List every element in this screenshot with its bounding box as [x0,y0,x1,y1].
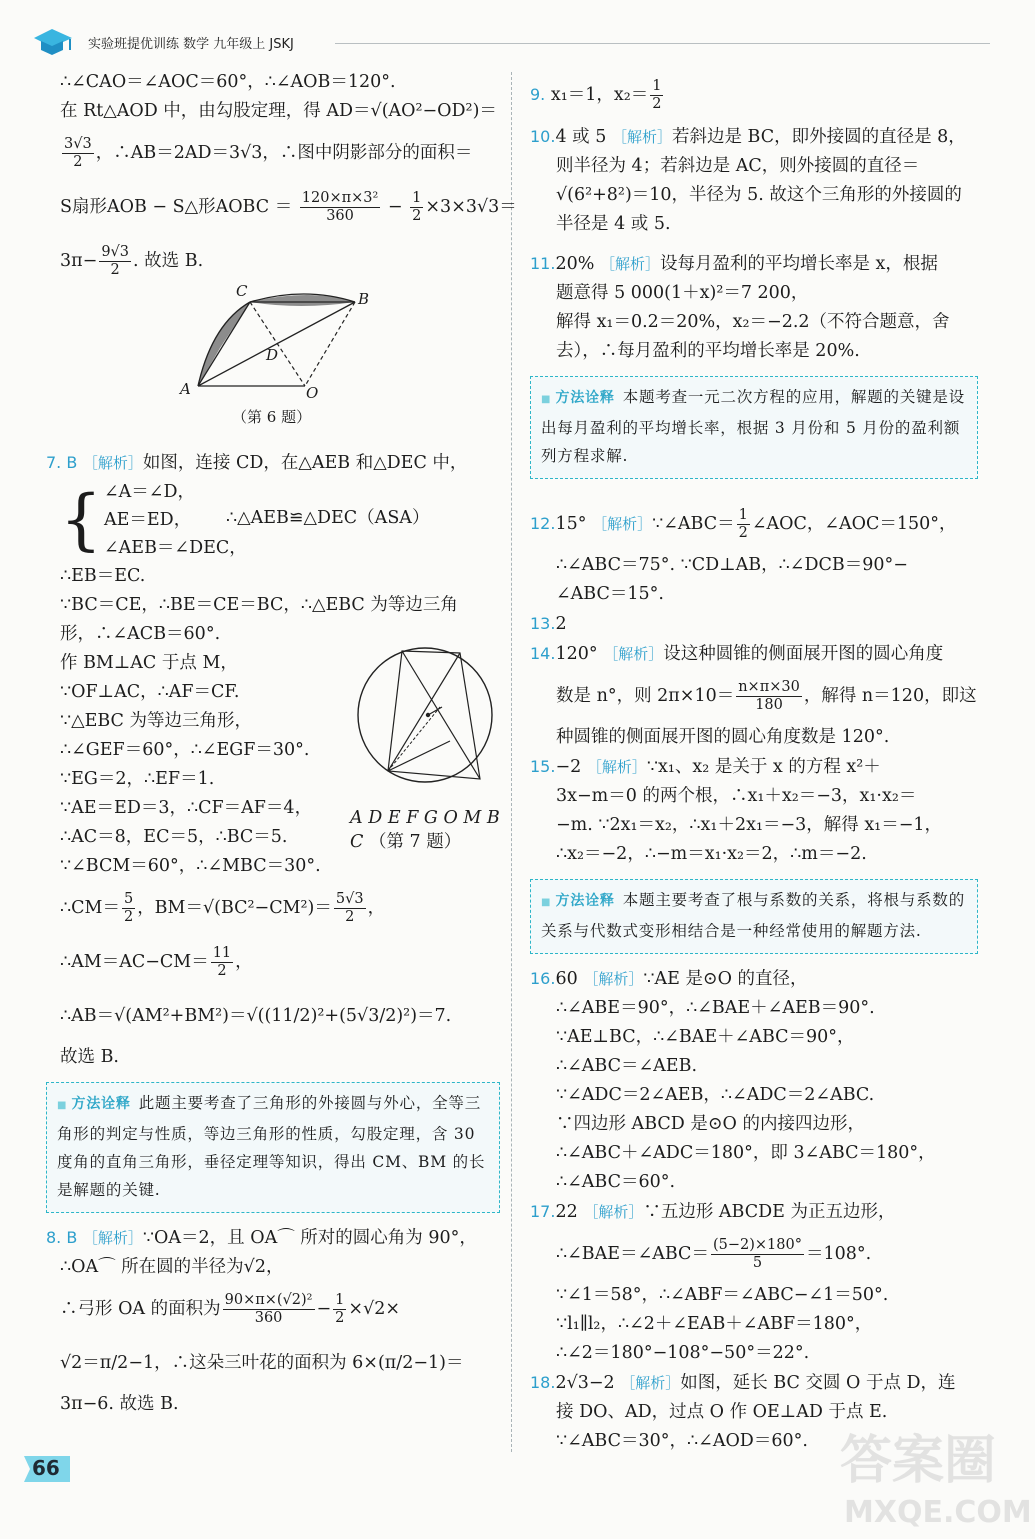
q7-block [60,649,500,881]
text-line: ∴∠ABC＝∠AEB. [556,1056,698,1076]
question-17: 17.22 ［解析］∵五边形 ABCDE 为正五边形， [530,1202,896,1222]
text-line: S扇形AOB − S△形AOBC ＝ $\frac{\text{120×π×3²}}{360}$ − $\frac{1}{2}$ ×3×3√3＝ [60,190,517,224]
label-D: D [266,346,279,364]
fraction: $\frac{n\times\pi\times 30}{180}$ [738,679,800,713]
text-line: ∴∠ABE＝90°，∴∠BAE＋∠AEB＝90°. [556,998,875,1018]
question-number: 12. [530,514,556,533]
figure-caption: （第 7 题） [368,832,462,852]
text-line: ∴AM＝AC−CM＝ $\frac{11}{2}$ ， [60,945,253,979]
figure-6 [60,282,500,448]
text-line: 半径是 4 或 5. [556,214,671,234]
label-O: O [443,808,458,828]
text-line: ∴∠BAE＝∠ABC＝ $\frac{(5-2)\times 180^\circ}{5}$ ＝108°. [556,1237,872,1271]
fraction: $\frac{(5-2)\times 180^\circ}{5}$ [712,1237,802,1271]
question-15: 15.−2 ［解析］∵x₁、x₂ 是关于 x 的方程 x²＋ [530,757,881,777]
column-divider [511,72,512,1452]
label-A: A [350,808,363,828]
text-line: $\frac{3√3}{2}$ ，∴AB＝2AD＝3√3，∴图中阴影部分的面积＝ [64,136,473,170]
text-line: ∴EB＝EC. [60,566,146,586]
equation-system: { ∠A＝∠D， AE＝ED， ∠AEB＝∠DEC， ∴△AEB≌△DEC（ASA） [60,481,430,558]
text-line: 3x−m＝0 的两个根，∴x₁＋x₂＝−3，x₁·x₂＝ [556,786,917,806]
page-number: 66 [18,1452,76,1486]
watermark-logo [830,1418,1030,1534]
text-line: ∴∠2＝180°−108°−50°＝22°. [556,1343,810,1363]
question-number: 10. [530,127,556,146]
question-16: 16.60 ［解析］∵AE 是⊙O 的直径， [530,969,808,989]
question-number: 17. [530,1202,556,1221]
method-box [46,1082,500,1213]
text-line: ∴AB＝√(AM²+BM²)＝√((11/2)²+(5√3/2)²)＝7. [60,1006,452,1026]
label-B: B [358,290,370,308]
svg-text:MXQE.COM: MXQE.COM [844,1495,1030,1530]
fraction: $\frac{1}{2}$ [335,1292,345,1326]
text-line: 故选 B. [60,1047,119,1067]
header-rule [335,43,990,44]
fraction: $\frac{1}{2}$ [412,190,422,224]
question-number: 7. B [46,453,78,472]
text-line: 形，∴∠ACB＝60°. [60,624,221,644]
page-header [30,24,990,60]
text-line: ∴∠ABC＝75°. ∵CD⊥AB，∴∠DCB＝90°− [556,555,908,575]
question-number: 15. [530,757,556,776]
figure-7 [350,643,500,852]
text-line: 在 Rt△AOD 中，由勾股定理，得 AD＝√(AO²−OD²)＝ [60,101,497,121]
analysis-tag: ［解析］ [583,970,644,988]
text-line: 种圆锥的侧面展开图的圆心角度数是 120°. [556,727,890,747]
left-column [46,68,517,1419]
text-line: 数是 n°，则 2π×10＝ $\frac{n\times\pi\times 30}{180}$ ，解得 n＝120，即这 [556,679,977,713]
text-line: ∵∠ADC＝2∠AEB，∴∠ADC＝2∠ABC. [556,1085,875,1105]
text-line: ∵∠BCM＝60°，∴∠MBC＝30°. [60,856,321,876]
question-14: 14.120° ［解析］设这种圆锥的侧面展开图的圆心角度 [530,644,944,664]
text-line: √2＝π/2−1，∴这朵三叶花的面积为 6×(π/2−1)＝ [60,1353,464,1373]
text-line: ∵EG＝2，∴EF＝1. [60,769,215,789]
text-line: 题意得 5 000(1＋x)²＝7 200， [556,283,809,303]
method-label: ■ 方法诠释 [541,887,615,917]
question-number: 9. [530,85,546,104]
analysis-tag: ［解析］ [583,1203,644,1221]
header-title: 实验班提优训练 数学 九年级上 JSKJ [88,37,294,52]
question-9: 9. x₁＝1，x₂＝ $\frac{1}{2}$ [530,78,662,112]
label-A: A [180,380,191,398]
text-line: ∴OA⌒ 所在圆的半径为√2， [60,1257,284,1277]
question-number: 11. [530,254,556,273]
label-D: D [368,808,383,828]
fraction: $\frac{5}{2}$ [123,891,134,925]
svg-text:答案圈: 答案圈 [840,1431,997,1491]
fraction: $\frac{9√3}{2}$ [101,244,130,278]
analysis-tag: ［解析］ [611,128,672,146]
text-line: ∴∠CAO＝∠AOC＝60°，∴∠AOB＝120°. [60,72,396,92]
question-number: 14. [530,644,556,663]
text-line: 则半径为 4；若斜边是 AC，则外接圆的直径＝ [556,156,920,176]
text-line: 3π− $\frac{9√3}{2}$ . 故选 B. [60,244,204,278]
label-M: M [463,808,482,828]
text-line: ∵四边形 ABCD 是⊙O 的内接四边形， [556,1114,865,1134]
fraction: $\frac{\text{90×π×(√2)²}}{360}$ [224,1292,313,1326]
fraction: $\frac{1}{2}$ [738,507,748,541]
text-line: ∴x₂＝−2，∴−m＝x₁·x₂＝2，∴m＝−2. [556,844,867,864]
analysis-tag: ［解析］ [599,255,660,273]
question-10: 10.4 或 5 ［解析］若斜边是 BC，即外接圆的直径是 8， [530,127,966,147]
question-number: 8. B [46,1228,78,1247]
method-text: 本题主要考查了根与系数的关系，将根与系数的关系与代数式变形相结合是一种经常使用的解题方法. [541,891,966,940]
question-13: 13.2 [530,614,567,634]
method-text: 本题考查一元二次方程的应用，解题的关键是设出每月盈利的平均增长率，根据 3 月份和 5 月份的盈利额列方程求解. [541,388,966,465]
label-O: O [306,384,319,402]
text-line: ∵∠ABC＝30°，∴∠AOD＝60°. [556,1431,808,1451]
label-G: G [423,808,438,828]
figure-7-diagram [350,643,500,803]
analysis-tag: ［解析］ [586,758,647,776]
text-line: 去），∴每月盈利的平均增长率是 20%. [556,341,860,361]
analysis-tag: ［解析］ [620,1374,681,1392]
text-line: ∠ABC＝15°. [556,584,664,604]
question-12: 12.15° ［解析］∵∠ABC＝ $\frac{1}{2}$ ∠AOC，∠AOC＝150°， [530,507,957,541]
label-C: C [350,832,364,852]
method-text: 此题主要考查了三角形的外接圆与外心，全等三角形的判定与性质，等边三角形的性质，勾股定理，含 30 度角的直角三角形，垂径定理等知识，得出 CM、BM 的长是解题的关键. [57,1094,486,1199]
analysis-tag: ［解析］ [603,645,664,663]
fraction: $\frac{11}{2}$ [212,945,232,979]
text-line: ∵l₁∥l₂，∴∠2＋∠EAB＋∠ABF＝180°， [556,1314,873,1334]
label-F: F [406,808,419,828]
label-E: E [387,808,401,828]
text-line: ∴∠ABC＋∠ADC＝180°，即 3∠ABC＝180°， [556,1143,936,1163]
fraction: $\frac{\text{120×π×3²}}{360}$ [301,190,379,224]
fraction: $\frac{3√3}{2}$ [64,136,92,170]
text-line: ∵AE⊥BC，∴∠BAE＋∠ABC＝90°， [556,1027,855,1047]
question-number: 18. [530,1373,556,1392]
graduation-cap-icon [30,24,78,58]
text-line: 3π−6. 故选 B. [60,1394,179,1414]
method-box [530,376,978,479]
text-line: ∵∠1＝58°，∴∠ABF＝∠ABC−∠1＝50°. [556,1285,889,1305]
fraction: $\frac{5√3}{2}$ [335,891,364,925]
analysis-tag: ［解析］ [82,454,143,472]
method-label: ■ 方法诠释 [57,1090,131,1120]
question-7: 7. B ［解析］如图，连接 CD，在△AEB 和△DEC 中， [46,453,468,473]
text-line: ∴弓形 OA 的面积为 $\frac{\text{90×π×(√2)²}}{360}$ − $\frac{1}{2}$ ×√2× [60,1292,401,1326]
fraction: $\frac{1}{2}$ [652,78,662,112]
text-line: ∴CM＝ $\frac{5}{2}$ ，BM＝√(BC²−CM²)＝ $\frac{5√3}{2}$ ， [60,891,386,925]
analysis-tag: ［解析］ [82,1229,143,1247]
watermark-icon [830,1418,1030,1534]
question-11: 11.20% ［解析］设每月盈利的平均增长率是 x，根据 [530,254,938,274]
text-line: ∴AC＝8，EC＝5，∴BC＝5. [60,827,288,847]
question-8: 8. B ［解析］∵OA＝2，且 OA⌒ 所对的圆心角为 90°， [46,1228,477,1248]
text-line: 作 BM⊥AC 于点 M， [60,653,238,673]
text-line: ∵△EBC 为等边三角形， [60,711,253,731]
text-line: 接 DO、AD，过点 O 作 OE⊥AD 于点 E. [556,1402,888,1422]
right-column [530,68,990,1456]
question-number: 16. [530,969,556,988]
figure-caption: （第 6 题） [232,408,312,426]
analysis-tag: ［解析］ [592,515,653,533]
text-line: ∴∠ABC＝60°. [556,1172,676,1192]
method-box [530,879,978,954]
question-18: 18.2√3−2 ［解析］如图，延长 BC 交圆 O 于点 D，连 [530,1373,956,1393]
text-line: √(6²+8²)＝10，半径为 5. 故这个三角形的外接圆的 [556,185,962,205]
text-line: 解得 x₁＝0.2＝20%，x₂＝−2.2（不符合题意，舍 [556,312,950,332]
text-line: ∵AE＝ED＝3，∴CF＝AF＝4， [60,798,313,818]
text-line: ∵OF⊥AC，∴AF＝CF. [60,682,240,702]
text-line: ∵BC＝CE，∴BE＝CE＝BC，∴△EBC 为等边三角 [60,595,458,615]
label-C: C [236,282,248,300]
question-number: 13. [530,614,556,633]
text-line: ∴∠GEF＝60°，∴∠EGF＝30°. [60,740,310,760]
method-label: ■ 方法诠释 [541,384,615,414]
label-B: B [486,808,500,828]
text-line: −m. ∵2x₁＝x₂，∴x₁＋2x₁＝−3，解得 x₁＝−1， [556,815,942,835]
